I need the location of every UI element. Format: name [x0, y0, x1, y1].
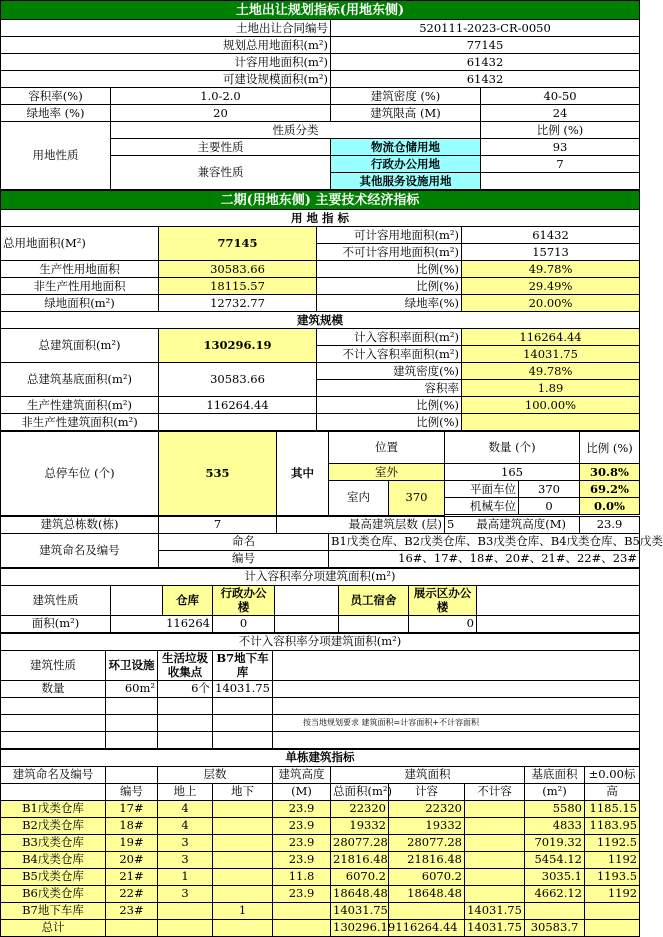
- cell-num: 21#: [106, 868, 158, 885]
- cell-name: B1戊类仓库: [1, 800, 106, 817]
- table-row: [1, 902, 640, 919]
- build-area-value: 61432: [331, 71, 640, 88]
- nonprod-land-label: 非生产性用地面积: [1, 278, 159, 295]
- qty-label: 数量 (个): [445, 432, 580, 464]
- cell-above: 4: [158, 817, 213, 834]
- cell-height: 11.8: [273, 868, 331, 885]
- land-index-title: 用 地 指 标: [1, 210, 640, 227]
- cell-height: 23.9: [273, 885, 331, 902]
- cell-above: 4: [158, 800, 213, 817]
- nonprod-land-value: 18115.57: [159, 278, 317, 295]
- prod-build-ratio: 100.00%: [462, 397, 640, 414]
- cell-elev: 1183.95: [585, 817, 640, 834]
- cell-below: [213, 817, 273, 834]
- compat-label: 兼容性质: [111, 156, 331, 190]
- note-text: 按当地规划要求 建筑面积=计容面积+不计容面积: [273, 714, 640, 731]
- sum-base: 30583.7: [525, 919, 585, 936]
- table-row: [1, 834, 640, 851]
- tech-index-table: [0, 190, 640, 431]
- nf-col3: B7地下车库: [213, 650, 273, 680]
- green-rate-label: 绿地率(%): [317, 295, 462, 312]
- green-rate-value: 20.00%: [462, 295, 640, 312]
- cell-far: 18648.48: [389, 885, 465, 902]
- max-floors-value: 5 最高建筑高度(M): [445, 516, 580, 533]
- h-base-unit: (m²): [525, 783, 585, 800]
- max-height-label: 最高建筑高度(M): [476, 517, 567, 531]
- cell-nonfar: [465, 885, 525, 902]
- total-build-label: 总建筑面积(m²): [1, 329, 159, 363]
- main-value: 物流仓储用地: [331, 139, 481, 156]
- total-land-value: 77145: [159, 227, 317, 261]
- cell-far: 21816.48: [389, 851, 465, 868]
- cell-nonfar: [465, 834, 525, 851]
- green-area-value: 12732.77: [159, 295, 317, 312]
- nf-col1: 环卫设施: [106, 650, 158, 680]
- cell-far: 22320: [389, 800, 465, 817]
- cell-base: 7019.32: [525, 834, 585, 851]
- sum-nonfar: 14031.75: [465, 919, 525, 936]
- h-name: 建筑命名及编号: [1, 766, 106, 783]
- cell-below: 1: [213, 902, 273, 919]
- cell-above: [158, 902, 213, 919]
- outdoor-value: 165: [445, 464, 580, 481]
- plan-area-label: 规划总用地面积(m²): [1, 37, 331, 54]
- nonfar-build-label: 不计入容积率面积(m²): [317, 346, 462, 363]
- h-above: 地上: [158, 783, 213, 800]
- far-value: 1.89: [462, 380, 640, 397]
- h-elev: ±0.00标: [585, 766, 640, 783]
- fb-val2: 0: [213, 615, 275, 632]
- cell-name: B3戊类仓库: [1, 834, 106, 851]
- naming-label: 建筑命名及编号: [1, 533, 159, 567]
- cell-above: 3: [158, 885, 213, 902]
- table-row: [1, 800, 640, 817]
- nonprod-build-ratio-label: 比例(%): [317, 414, 462, 431]
- outdoor-label: 室外: [329, 464, 445, 481]
- cell-nonfar: [465, 851, 525, 868]
- h-below: 地下: [213, 783, 273, 800]
- table-row: [1, 851, 640, 868]
- indoor-value: 370: [389, 481, 445, 516]
- flat-label: 平面车位: [445, 481, 519, 498]
- cell-total: 22320: [331, 800, 389, 817]
- number-label: 编号: [159, 550, 329, 567]
- nature-cat-label: 性质分类: [111, 122, 481, 139]
- compat-value1: 行政办公用地: [331, 156, 481, 173]
- cell-total: 21816.48: [331, 851, 389, 868]
- plan-area-value: 77145: [331, 37, 640, 54]
- nonprod-build-label: 非生产性建筑面积(m²): [1, 414, 159, 431]
- far-breakdown-title: 计入容积率分项建筑面积(m²): [1, 568, 640, 585]
- green-label: 绿地率 (%): [1, 105, 111, 122]
- density-value: 49.78%: [462, 363, 640, 380]
- height-label: 建筑限高 (M): [331, 105, 481, 122]
- nonprod-land-ratio: 29.49%: [462, 278, 640, 295]
- cell-height: 23.9: [273, 800, 331, 817]
- density-value: 40-50: [481, 88, 640, 105]
- cell-far: 6070.2: [389, 868, 465, 885]
- building-rows: [1, 800, 640, 919]
- cell-below: [213, 885, 273, 902]
- cell-elev: 1192.5: [585, 834, 640, 851]
- bldg-count-label: 建筑总栋数(栋): [1, 516, 159, 533]
- base-value: 30583.66: [159, 363, 317, 397]
- cell-base: 3035.1: [525, 868, 585, 885]
- ratio-label: 比例 (%): [481, 122, 640, 139]
- cell-nonfar: [465, 868, 525, 885]
- sum-label: 总计: [1, 919, 106, 936]
- name-value: B1戊类仓库、B2戊类仓库、B3戊类仓库、B4戊类仓库、B5戊类: [329, 533, 640, 550]
- prod-land-ratio-label: 比例(%): [317, 261, 462, 278]
- height-value: 24: [481, 105, 640, 122]
- cell-name: B4戊类仓库: [1, 851, 106, 868]
- cell-height: 23.9: [273, 834, 331, 851]
- cell-name: B5戊类仓库: [1, 868, 106, 885]
- cell-nonfar: [465, 800, 525, 817]
- cell-nonfar: [465, 817, 525, 834]
- nonfar-breakdown-table: [0, 633, 640, 749]
- cell-far: [389, 902, 465, 919]
- cell-far: 19332: [389, 817, 465, 834]
- fb-col1: 仓库: [163, 585, 213, 615]
- cell-total: 6070.2: [331, 868, 389, 885]
- cell-elev: 1193.5: [585, 868, 640, 885]
- cell-num: 19#: [106, 834, 158, 851]
- cell-height: [273, 902, 331, 919]
- among-label: 其中: [277, 432, 329, 516]
- far-breakdown-table: [0, 568, 640, 633]
- contract-value: 520111-2023-CR-0050: [331, 20, 640, 37]
- main-label: 主要性质: [111, 139, 331, 156]
- far-value: 1.0-2.0: [111, 88, 331, 105]
- number-value: 16#、17#、18#、20#、21#、22#、23#: [329, 550, 640, 567]
- h-base: 基底面积: [525, 766, 585, 783]
- mech-label: 机械车位: [445, 498, 519, 515]
- h-height: 建筑高度: [273, 766, 331, 783]
- single-building-table: [0, 749, 640, 937]
- fb-val1: 116264: [111, 615, 213, 632]
- far-build-label: 计入容积率面积(m²): [317, 329, 462, 346]
- fb-val4: 0: [409, 615, 477, 632]
- nf-val2: 6个: [158, 680, 213, 697]
- land-transfer-table: [0, 0, 640, 190]
- cell-above: 3: [158, 834, 213, 851]
- cell-far: 28077.28: [389, 834, 465, 851]
- building-naming-table: [0, 516, 663, 568]
- parking-label: 总停车位 (个): [1, 432, 159, 516]
- h-area: 建筑面积: [331, 766, 525, 783]
- sum-far: 116264.44: [389, 919, 465, 936]
- far-land-value: 61432: [462, 227, 640, 244]
- cell-elev: [585, 902, 640, 919]
- position-label: 位置: [329, 432, 445, 464]
- sum-total: 130296.19: [331, 919, 389, 936]
- far-label: 容积率(%): [1, 88, 111, 105]
- cell-base: 4833: [525, 817, 585, 834]
- density-label: 建筑密度 (%): [331, 88, 481, 105]
- h-far: 计容: [389, 783, 465, 800]
- cell-num: 23#: [106, 902, 158, 919]
- compat-value2: 其他服务设施用地: [331, 173, 481, 190]
- cell-elev: 1185.15: [585, 800, 640, 817]
- cell-below: [213, 868, 273, 885]
- nf-nature-label: 建筑性质: [1, 650, 106, 680]
- cell-num: 17#: [106, 800, 158, 817]
- cell-name: B6戊类仓库: [1, 885, 106, 902]
- fb-area-label: 面积(m²): [1, 615, 111, 632]
- contract-label: 土地出让合同编号: [1, 20, 331, 37]
- prod-build-value: 116264.44: [159, 397, 317, 414]
- compat-ratio: 7: [481, 156, 640, 173]
- cell-name: B2戊类仓库: [1, 817, 106, 834]
- h-total: 总面积(m²): [331, 783, 389, 800]
- build-area-label: 可建设规模面积(m²): [1, 71, 331, 88]
- nf-val1: 60m²: [106, 680, 158, 697]
- section1-title: 土地出让规划指标(用地东侧): [1, 1, 640, 20]
- cell-below: [213, 834, 273, 851]
- section2-title: 二期(用地东侧) 主要技术经济指标: [1, 191, 640, 210]
- main-ratio: 93: [481, 139, 640, 156]
- cell-num: 20#: [106, 851, 158, 868]
- flat-value: 370: [519, 481, 580, 498]
- prod-build-label: 生产性建筑面积(m²): [1, 397, 159, 414]
- cell-total: 19332: [331, 817, 389, 834]
- cell-num: 22#: [106, 885, 158, 902]
- total-build-value: 130296.19: [159, 329, 317, 363]
- cell-base: [525, 902, 585, 919]
- cell-total: 28077.28: [331, 834, 389, 851]
- cell-height: 23.9: [273, 817, 331, 834]
- mech-value: 0: [519, 498, 580, 515]
- single-title: 单栋建筑指标: [1, 749, 640, 766]
- far-land-label: 可计容用地面积(m²): [317, 227, 462, 244]
- table-row: [1, 817, 640, 834]
- cell-nonfar: 14031.75: [465, 902, 525, 919]
- far-area-label: 计容用地面积(m²): [1, 54, 331, 71]
- fb-nature-label: 建筑性质: [1, 585, 111, 615]
- nf-qty-label: 数量: [1, 680, 106, 697]
- cell-base: 5454.12: [525, 851, 585, 868]
- total-land-label: 总用地面积(M²): [1, 227, 159, 261]
- parking-ratio-label: 比例 (%): [580, 432, 640, 464]
- cell-base: 4662.12: [525, 885, 585, 902]
- green-area-label: 绿地面积(m²): [1, 295, 159, 312]
- nonfar-land-value: 15713: [462, 244, 640, 261]
- nf-col2: 生活垃圾收集点: [158, 650, 213, 680]
- h-floors: 层数: [158, 766, 273, 783]
- cell-name: B7地下车库: [1, 902, 106, 919]
- density-label: 建筑密度(%): [317, 363, 462, 380]
- fb-col4: 展示区办公楼: [409, 585, 477, 615]
- h-height-unit: (M): [273, 783, 331, 800]
- cell-total: 18648.48: [331, 885, 389, 902]
- max-height-value: 23.9: [580, 516, 640, 533]
- bldg-count-value: 7: [159, 516, 277, 533]
- far-label: 容积率: [317, 380, 462, 397]
- name-label: 命名: [159, 533, 329, 550]
- flat-ratio: 69.2%: [580, 481, 640, 498]
- h-nonfar: 不计容: [465, 783, 525, 800]
- far-area-value: 61432: [331, 54, 640, 71]
- base-label: 总建筑基底面积(m²): [1, 363, 159, 397]
- h-num: 编号: [106, 783, 158, 800]
- cell-elev: 1192: [585, 885, 640, 902]
- cell-above: 1: [158, 868, 213, 885]
- nonprod-land-ratio-label: 比例(%): [317, 278, 462, 295]
- nonfar-breakdown-title: 不计入容积率分项建筑面积(m²): [1, 633, 640, 650]
- nonfar-land-label: 不可计容用地面积(m²): [317, 244, 462, 261]
- nf-val3: 14031.75: [213, 680, 273, 697]
- prod-land-value: 30583.66: [159, 261, 317, 278]
- parking-table: [0, 431, 640, 516]
- far-build-value: 116264.44: [462, 329, 640, 346]
- cell-height: 23.9: [273, 851, 331, 868]
- prod-build-ratio-label: 比例(%): [317, 397, 462, 414]
- scale-title: 建筑规模: [1, 312, 640, 329]
- table-row: [1, 868, 640, 885]
- outdoor-ratio: 30.8%: [580, 464, 640, 481]
- cell-elev: 1192: [585, 851, 640, 868]
- prod-land-ratio: 49.78%: [462, 261, 640, 278]
- nature-label: 用地性质: [1, 122, 111, 190]
- cell-total: 14031.75: [331, 902, 389, 919]
- prod-land-label: 生产性用地面积: [1, 261, 159, 278]
- cell-num: 18#: [106, 817, 158, 834]
- fb-col2: 行政办公楼: [213, 585, 275, 615]
- cell-above: 3: [158, 851, 213, 868]
- green-value: 20: [111, 105, 331, 122]
- nonfar-build-value: 14031.75: [462, 346, 640, 363]
- table-row: [1, 885, 640, 902]
- parking-value: 535: [159, 432, 277, 516]
- max-floors-label: 最高建筑层数 (层): [277, 516, 445, 533]
- indoor-label: 室内: [329, 481, 389, 516]
- cell-base: 5580: [525, 800, 585, 817]
- fb-col3: 员工宿舍: [339, 585, 409, 615]
- h-elev2: 高: [585, 783, 640, 800]
- cell-below: [213, 800, 273, 817]
- cell-below: [213, 851, 273, 868]
- mech-ratio: 0.0%: [580, 498, 640, 515]
